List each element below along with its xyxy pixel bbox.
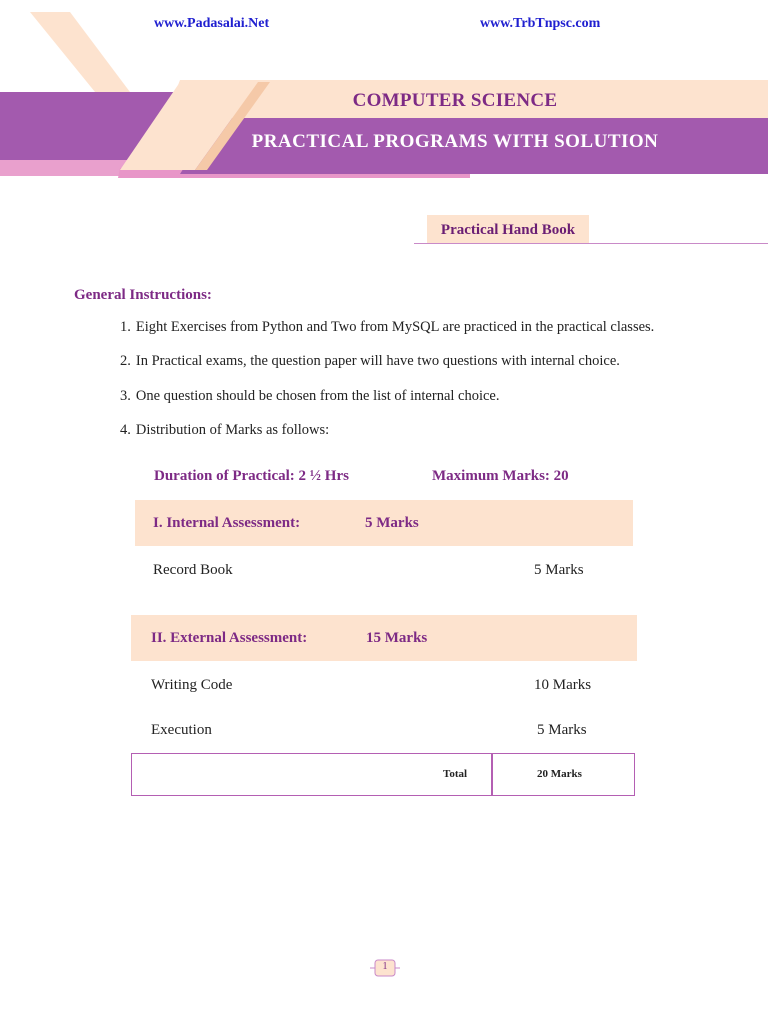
instruction-text: Distribution of Marks as follows: — [135, 422, 330, 438]
maximum-marks-label: Maximum Marks: 20 — [432, 468, 569, 484]
writing-code-label: Writing Code — [151, 677, 233, 693]
header-link-padasalai[interactable]: www.Padasalai.Net — [154, 16, 270, 31]
instruction-text: Eight Exercises from Python and Two from MySQL are practiced in the practical classes. — [135, 319, 655, 335]
internal-assessment-label: I. Internal Assessment: — [153, 515, 301, 531]
general-instructions-title: General Instructions: — [74, 287, 212, 303]
header-link-trbtnpsc[interactable]: www.TrbTnpsc.com — [480, 16, 601, 31]
record-book-marks: 5 Marks — [534, 562, 584, 578]
execution-label: Execution — [151, 722, 212, 738]
subject-title: COMPUTER SCIENCE — [352, 90, 558, 111]
instruction-item — [120, 388, 500, 405]
total-divider — [491, 753, 493, 796]
duration-label: Duration of Practical: 2 ½ Hrs — [154, 468, 349, 484]
total-value: 20 Marks — [537, 768, 582, 780]
record-book-label: Record Book — [153, 562, 233, 578]
execution-marks: 5 Marks — [537, 722, 587, 738]
handbook-underline — [414, 243, 768, 244]
instruction-text: In Practical exams, the question paper will have two questions with internal choice. — [135, 353, 620, 369]
instruction-number: 1. — [120, 319, 131, 335]
instruction-number: 4. — [120, 422, 131, 438]
external-assessment-label: II. External Assessment: — [151, 630, 308, 646]
page-number: 1 — [382, 961, 388, 972]
instruction-item — [120, 319, 654, 336]
banner-peach-ribbon — [30, 12, 130, 92]
external-assessment-marks: 15 Marks — [366, 630, 428, 646]
instruction-item — [120, 353, 620, 370]
instruction-number: 2. — [120, 353, 131, 369]
banner-subtitle: PRACTICAL PROGRAMS WITH SOLUTION — [251, 131, 659, 152]
handbook-tab: Practical Hand Book — [427, 215, 589, 243]
writing-code-marks: 10 Marks — [534, 677, 592, 693]
instruction-item — [120, 422, 329, 439]
instruction-text: One question should be chosen from the list of internal choice. — [135, 388, 500, 404]
total-label: Total — [443, 768, 468, 780]
instruction-number: 3. — [120, 388, 131, 404]
internal-assessment-marks: 5 Marks — [365, 515, 419, 531]
